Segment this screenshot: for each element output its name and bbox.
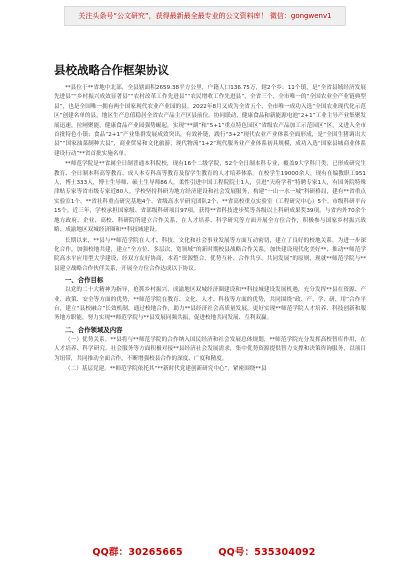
document-body: [54, 84, 366, 375]
paragraph-county-intro: **县位于**省地中北部，全县辖面积2659.38平方公里，户籍人口136.75万，辖2个乡、11个镇，是“全省县域经济发展先进县”“乡村振兴成效显著县”“农村改革工作先进县”“农民增收工作先进县”，全省三个、全市唯一的“全国农业全产业链典型县”，也是全国唯一拥有两个国家现代农业产业园的县。2022年8月又成为全省五个、全市唯一成功入选“全国农业现代化示范区”创建名单的县，地区生产总值稳居全省农产品主产区县前位。协同联动，健康食品和新能源电池“2+1”工业主导产业集聚发展迅速，拉闸聚能，健康食品产业园强势崛起，实现“**湖”和“5+1”重点特色园区“省级农产品加工示范园区”区，又进入全市首批特色小镇；食品“2+1”产业集群发展成效突出，有效补链，践行“3+2”现代农业产业体系全面形成，是“全国生猪调出大县”“国家油菜制种大县”，商业贸易和文化旅游，现代物流“1+2”现代服务业产业体系初具规模，成功入选“国家县城商业体系建设行动”**省首批实施名单。: [54, 85, 366, 157]
top-banner[interactable]: 关注头条号“公文研究”，获得最新最全最专业的公文资料库！ 微信：gongwenv1: [64, 6, 346, 26]
paragraph-area-2: （二）基层党建。**师范学院依托其“**新时代党建创新研究中心”，紧密围绕**县: [65, 365, 267, 372]
footer-contact: [0, 544, 408, 558]
section-heading-areas: 二、合作领域及内容: [65, 325, 123, 334]
footer-qq-group: QQ群：30265665: [92, 547, 183, 558]
paragraph-area-1: （一）优势关系。**县将与**师范学院的合作纳入国民经济和社会发展总体规划，**师范学院充分发挥高校智库作用，在人才培养、科学研究、社会服务等方面积极对接**县经济社会发展需求，集中优势资源提供智力支撑和决策咨询服务，以项目为纽带，共同推动全面合作，不断增强校县合作的深度、广度和精度。: [54, 336, 366, 362]
footer-qq: QQ号：535304092: [218, 547, 316, 558]
paragraph-goals: 以党的二十大精神为指导，抢抓乡村振兴、成渝地区双城经济圈建设和**科技城建设发展机遇，充分发挥**县在资源、产业、政策、安全等方面的优势，**师范学院在教育、文化、人才、科技等方面的优势，共同围绕“政、产、学、研、用”合作平台，建立“县校融合”长效机制，通过校地合作，助力**县经济社会高质量发展，更好实现**师范学院人才培养、科技创新和服务地方职能，努力实现**师范学院与**县发展同频共振，促进校地共同发展、互利双赢。: [54, 287, 366, 322]
paragraph-cooperation-background: 长期以来，**县与**师范学院在人才、科技、文化和社会事业发展等方面互动密切，建立了良好的校地关系。为进一步深化合作，加强校地共建，建立“全方位、多层次、宽领域”的新时期校县战略合作关系，加快建设现代化美好**，推动**师范学院高水平应用型大学建设，经双方友好协商，本着“资源整合、优势互补、合作共享、共同发展”的原则，现就**师范学院与**县建立战略合作伙伴关系，开展全方位合作达成以下协议。: [54, 237, 366, 272]
section-heading-goals: 一、合作目标: [65, 276, 104, 285]
paragraph-college-intro: **师范学院是**省属全日制普通本科院校，现有16个二级学院，52个全日制本科专业，覆盖9大学科门类，已形成研究生教育、全日制本科高等教育、成人本专科高等教育及留学生教育的人才培养体系。在校学生19000余人，现有在编教职工951人，博士333人，博士生导师、硕士生导师86人，柔性引进中国工程院院士1人，引进“天府学者”特聘专家1人，有国务院特殊津贴专家等省市级专家近80人。学校坚持科研为地方经济建设和社会发展服务，构建“一山一水一城”科研格局，建有**省重点实验室1个、**省社科重点研究基地4个、省级高水平研究团队2个、**省高校重点实验室（工程研究中心）5个。市级科研平台15个。近三年，学校承担国家级、省部级科研项目97项，获得**省科技进步奖等各级以上科研成果奖39项。与省内外70余个地方政府、企业、高校、科研院所建立合作关系，在人才培养、科学研究等方面开展全方位合作，积极参与国家乡村振兴战略、成渝地区双城经济圈和**科技城建设。: [54, 161, 366, 234]
document-title: 县校战略合作框架协议: [54, 63, 169, 77]
